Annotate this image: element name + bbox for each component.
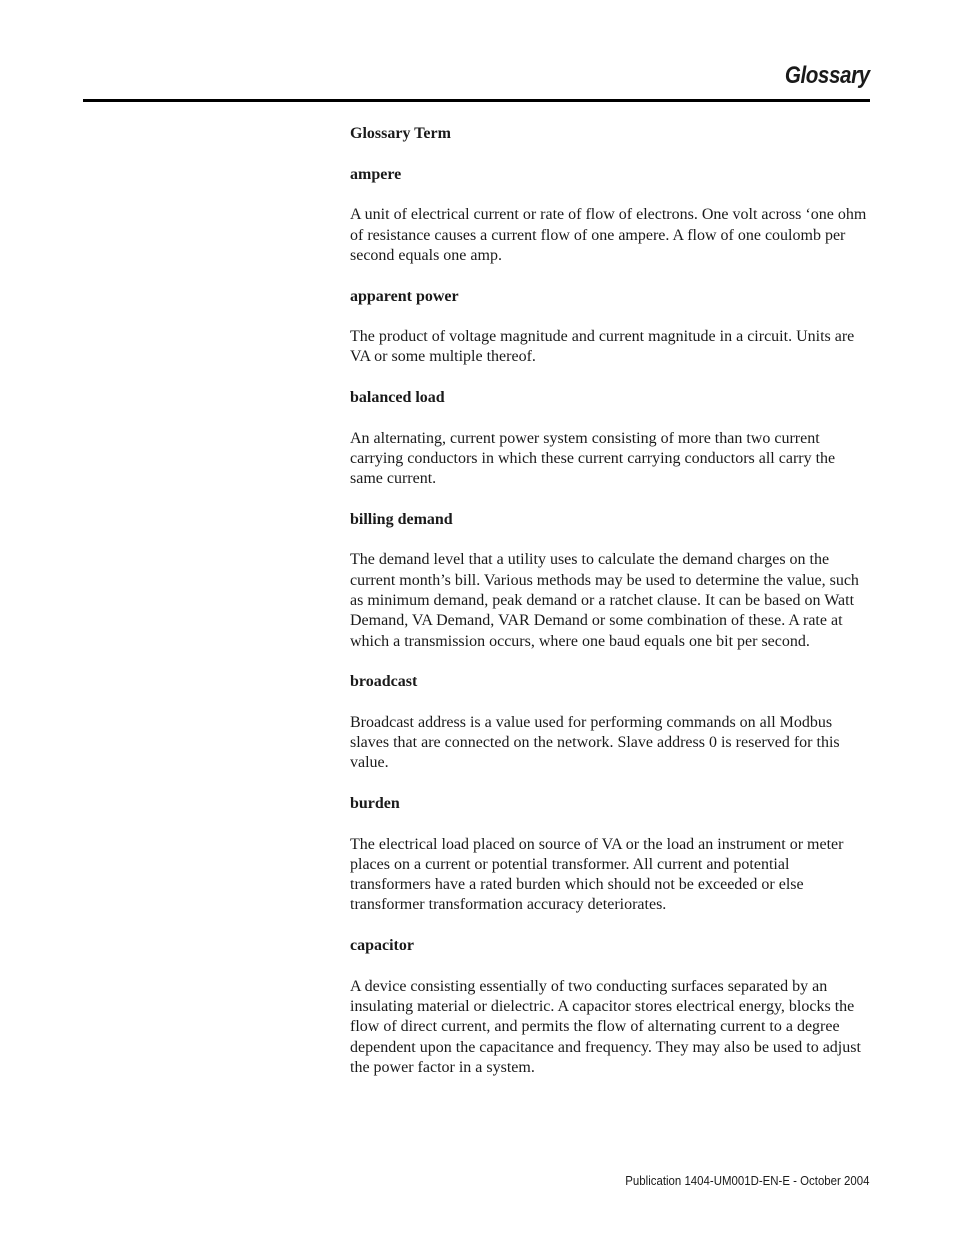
glossary-entry-apparent-power — [350, 287, 870, 368]
glossary-term: capacitor — [350, 937, 414, 955]
glossary-definition: A unit of electrical current or rate of flow of electrons. One volt across ‘one ohm of resistance causes a current flow of one ampere. A flow of one coulomb per second equals one amp. — [350, 206, 867, 264]
glossary-entry-broadcast — [350, 672, 870, 773]
section-title: Glossary Term — [350, 125, 451, 142]
glossary-entry-capacitor — [350, 936, 870, 1078]
glossary-term: burden — [350, 795, 400, 812]
glossary-entry-ampere — [350, 165, 870, 266]
glossary-definition: The demand level that a utility uses to calculate the demand charges on the current month’s bill. Various methods may be used to determine the value, such as minimum demand, peak demand or a ratchet clause. It can be based on Watt Demand, VA Demand, VAR Demand or some combination of these. A rate at which a transmission occurs, where one baud equals one bit per second. — [350, 551, 859, 650]
publication-footer: Publication 1404-UM001D-EN-E - October 2004 — [624, 1173, 869, 1188]
header-rule — [83, 99, 870, 102]
glossary-term: balanced load — [350, 389, 445, 407]
glossary-entry-burden — [350, 794, 870, 916]
glossary-entry-balanced-load — [350, 388, 870, 489]
glossary-definition: A device consisting essentially of two conducting surfaces separated by an insulating material or dielectric. A capacitor stores electrical energy, blocks the flow of direct current, and permits the flow of alternating current to a degree dependent upon the capacitance and frequency. They may also be used to adjust the power factor in a system. — [350, 977, 861, 1076]
glossary-term: broadcast — [350, 673, 418, 691]
glossary-definition: The product of voltage magnitude and current magnitude in a circuit. Units are VA or some multiple thereof. — [350, 328, 855, 366]
glossary-term: ampere — [350, 165, 402, 183]
glossary-definition: Broadcast address is a value used for performing commands on all Modbus slaves that are connected on the network. Slave address 0 is reserved for this value. — [350, 713, 840, 772]
glossary-definition: An alternating, current power system consisting of more than two current carrying conductors in which these current carrying conductors all carry the same current. — [350, 429, 836, 488]
glossary-definition: The electrical load placed on source of VA or the load an instrument or meter places on a current or potential transformer. All current and potential transformers have a rated burden which should not be exceeded or else transformer transformation accuracy deteriorates. — [350, 835, 844, 914]
glossary-term: billing demand — [350, 510, 453, 528]
glossary-content — [350, 124, 870, 1098]
page-title: Glossary — [785, 62, 870, 89]
glossary-term: apparent power — [350, 287, 459, 305]
glossary-entry-billing-demand — [350, 510, 870, 652]
